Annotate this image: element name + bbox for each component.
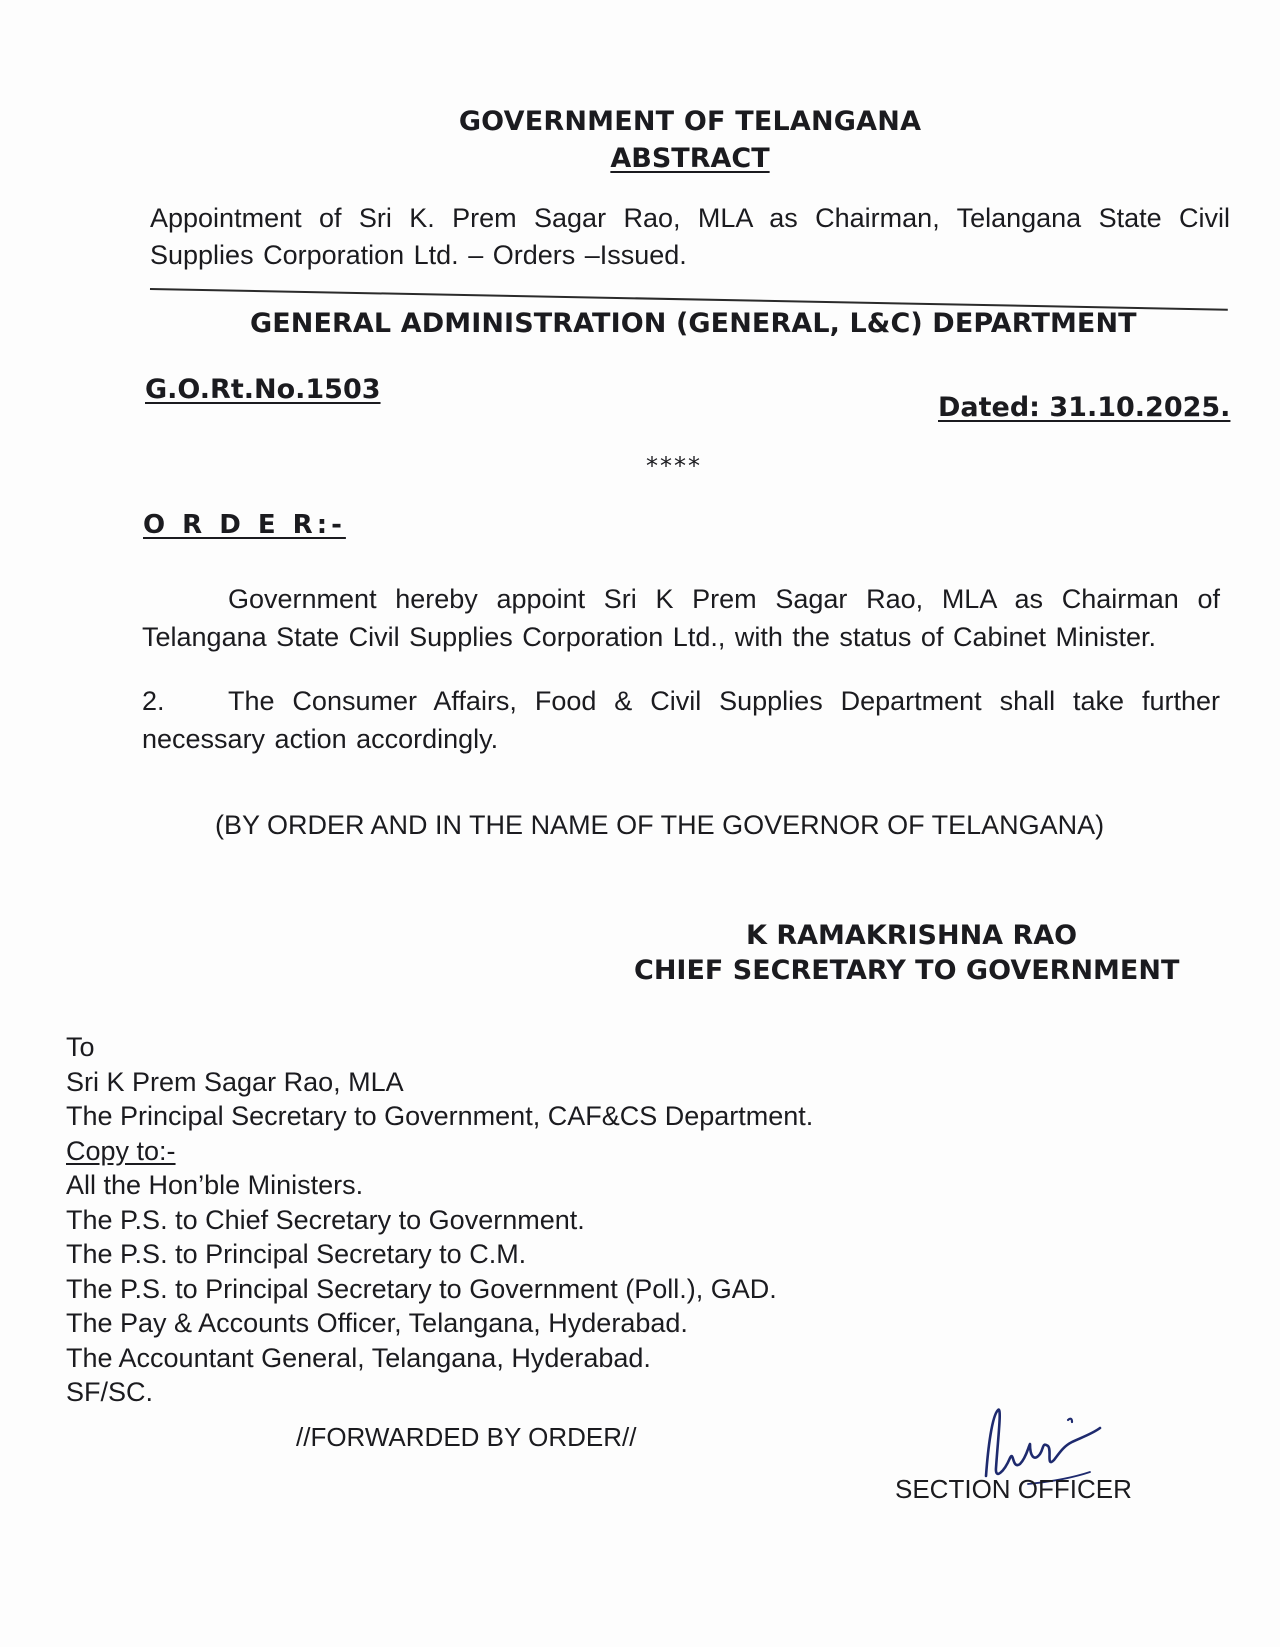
section-officer-label: SECTION OFFICER	[895, 1474, 1132, 1504]
signatory-name: K RAMAKRISHNA RAO	[746, 920, 1078, 951]
governor-line: (BY ORDER AND IN THE NAME OF THE GOVERNOR OF TELANGANA)	[215, 810, 1105, 840]
copy-to-label: Copy to:-	[66, 1135, 176, 1166]
copy-item: All the Hon’ble Ministers.	[66, 1170, 364, 1200]
department-heading: GENERAL ADMINISTRATION (GENERAL, L&C) DEPARTMENT	[250, 308, 1137, 339]
copy-item: The P.S. to Principal Secretary to C.M.	[66, 1239, 527, 1269]
paragraph-2-text: The Consumer Affairs, Food & Civil Supplies Department shall take further necessary action accordingly.	[142, 686, 1220, 754]
order-date: Dated: 31.10.2025.	[938, 392, 1231, 423]
go-number: G.O.Rt.No.1503	[145, 374, 381, 405]
subject-text: Appointment of Sri K. Prem Sagar Rao, MLA as Chairman, Telangana State Civil Supplies Corporation Ltd. – Orders –Issued.	[150, 203, 1230, 270]
addressee-item: The Principal Secretary to Government, CAF&CS Department.	[66, 1101, 814, 1131]
copy-item: The P.S. to Chief Secretary to Government.	[66, 1204, 585, 1235]
order-paragraph-1: Government hereby appoint Sri K Prem Sagar Rao, MLA as Chairman of Telangana State Civil Supplies Corporation Ltd., with the status of Cabinet Minister.	[142, 584, 1220, 652]
addressee-item: Sri K Prem Sagar Rao, MLA	[66, 1066, 404, 1097]
copy-item: The P.S. to Principal Secretary to Government (Poll.), GAD.	[66, 1273, 777, 1304]
abstract-label: ABSTRACT	[610, 143, 770, 174]
address-block	[66, 1030, 813, 1410]
government-heading: GOVERNMENT OF TELANGANA	[458, 106, 922, 137]
order-heading: O R D E R:-	[143, 510, 346, 540]
paragraph-number: 2.	[142, 686, 165, 716]
to-label: To	[66, 1032, 95, 1062]
copy-item: The Accountant General, Telangana, Hyderabad.	[66, 1342, 651, 1373]
copy-item: The Pay & Accounts Officer, Telangana, Hyderabad.	[66, 1308, 688, 1338]
order-paragraph-2	[142, 682, 1220, 758]
copy-item: SF/SC.	[66, 1377, 154, 1407]
abstract-heading	[0, 143, 1280, 174]
forwarded-line: //FORWARDED BY ORDER//	[296, 1422, 637, 1452]
signatory-designation: CHIEF SECRETARY TO GOVERNMENT	[634, 955, 1180, 986]
separator-stars: ****	[646, 452, 702, 480]
